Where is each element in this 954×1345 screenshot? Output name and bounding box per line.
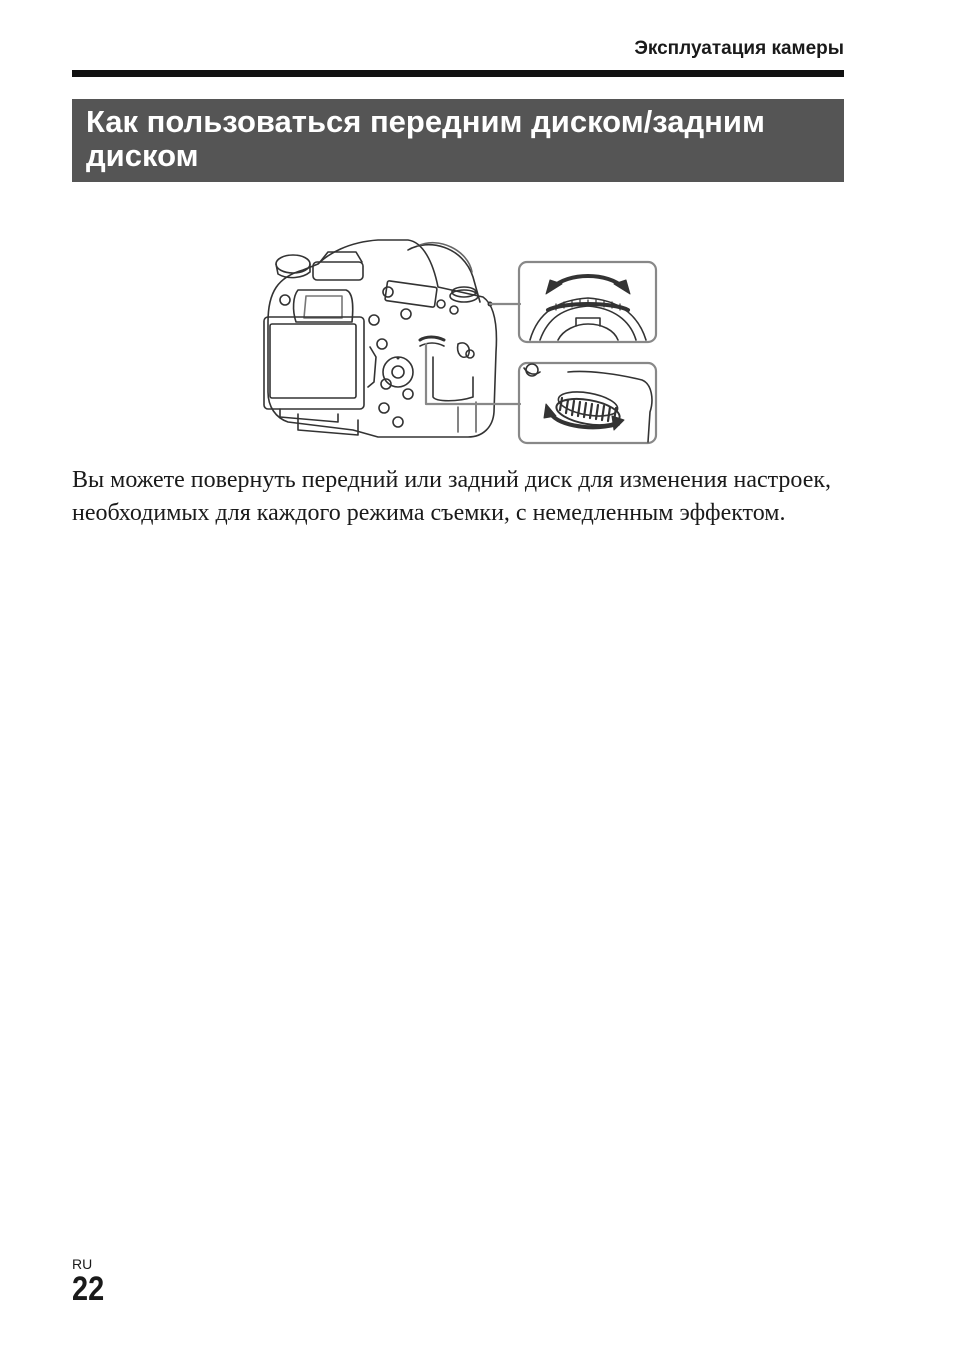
header-rule xyxy=(72,70,844,77)
front-dial-rotation-icon xyxy=(519,262,656,342)
camera-dials-illustration xyxy=(258,232,662,452)
page-number: 22 xyxy=(72,1270,105,1308)
body-paragraph: Вы можете повернуть передний или задний диск для изменения настроек, необходимых для каждого режима съемки, с немедленным эффектом. xyxy=(72,467,832,526)
page-folio xyxy=(72,1256,110,1306)
running-header: Эксплуатация камеры xyxy=(634,38,844,59)
language-code: RU xyxy=(72,1256,93,1272)
rear-dial-rotation-icon xyxy=(519,363,656,443)
camera-rear-view-icon xyxy=(264,240,496,437)
section-title-band xyxy=(72,99,844,182)
section-title: Как пользоваться передним диском/задним диском xyxy=(86,104,765,173)
